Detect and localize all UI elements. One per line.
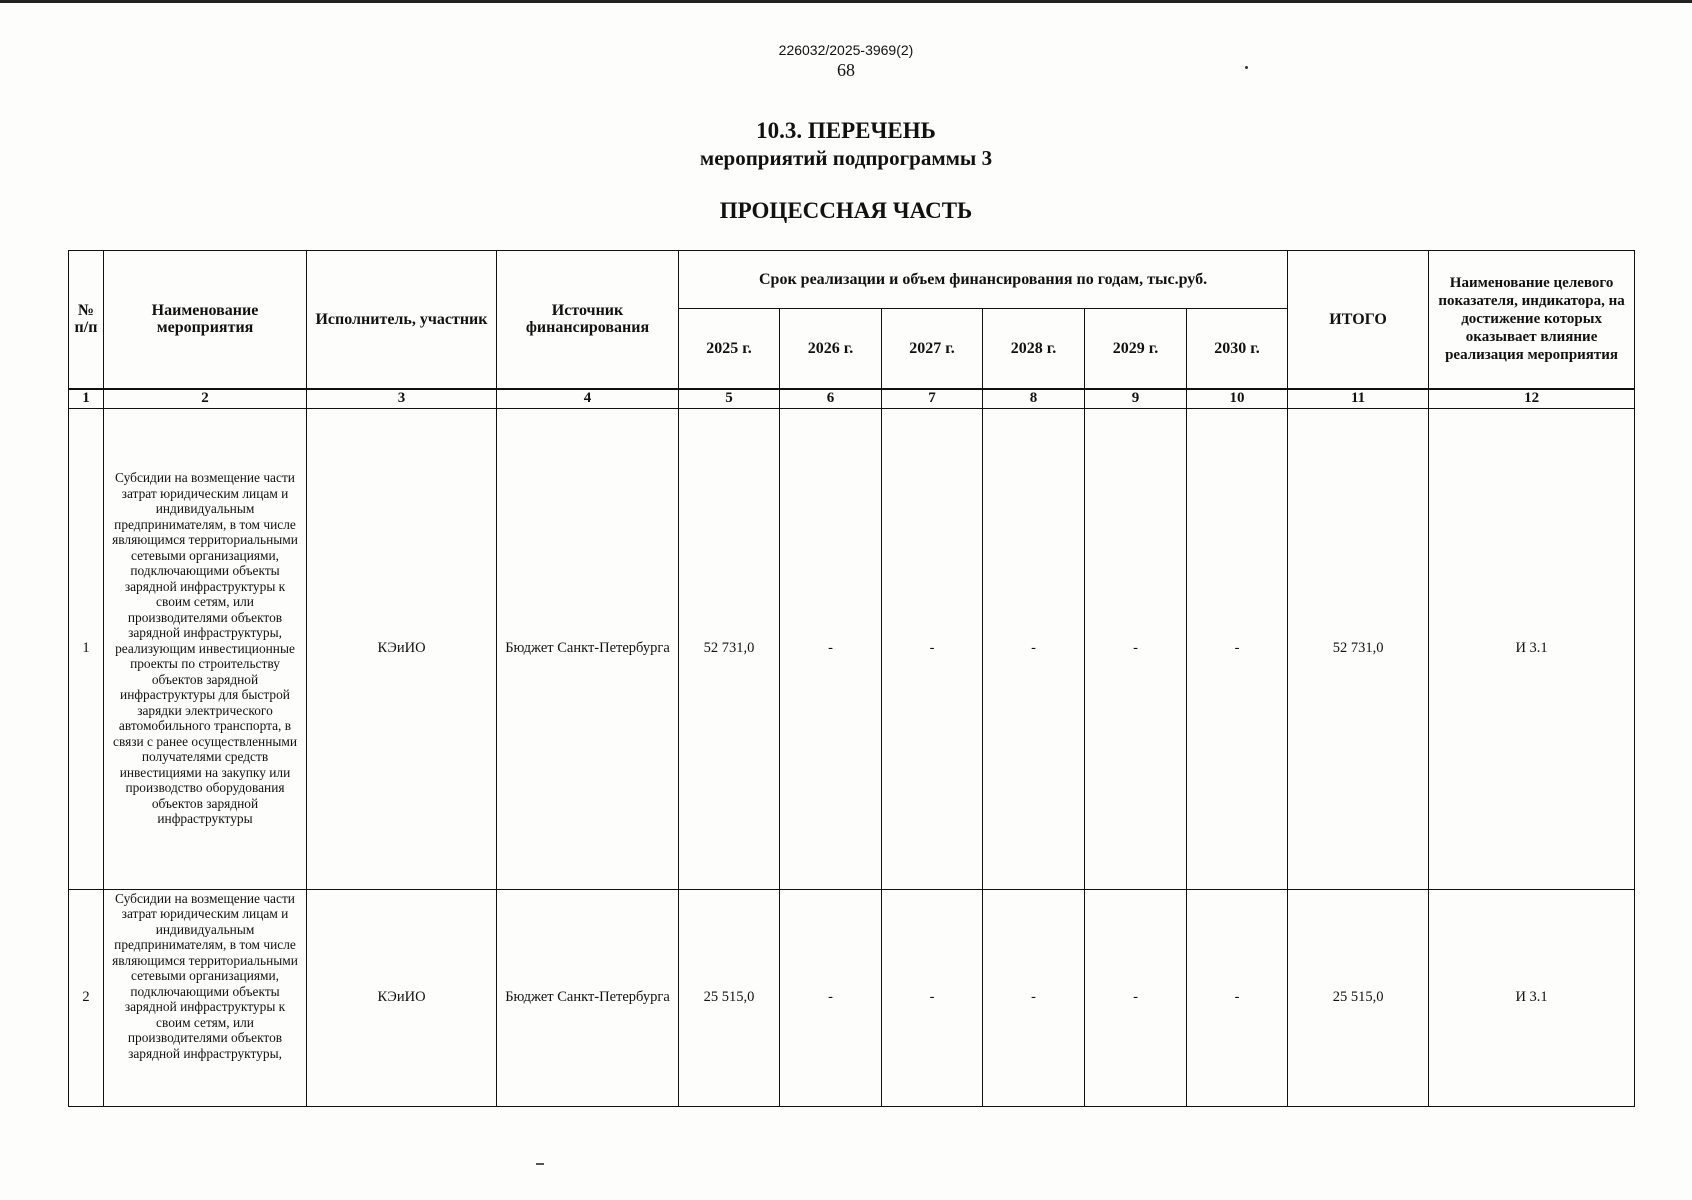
column-number: 9 — [1085, 389, 1187, 409]
section-title: 10.3. ПЕРЕЧЕНЬ — [756, 118, 936, 143]
header-year-2028: 2028 г. — [983, 309, 1085, 389]
top-border-line — [0, 0, 1692, 3]
table-row — [69, 889, 1635, 1106]
row-total: 52 731,0 — [1288, 408, 1429, 889]
row-year-2030: - — [1187, 408, 1288, 889]
column-number: 8 — [983, 389, 1085, 409]
column-number: 11 — [1288, 389, 1429, 409]
header-row-1 — [69, 251, 1635, 309]
column-number: 6 — [780, 389, 882, 409]
header-year-2030: 2030 г. — [1187, 309, 1288, 389]
scan-speck — [1245, 66, 1248, 69]
row-year-2027: - — [882, 408, 983, 889]
row-year-2026: - — [780, 408, 882, 889]
row-total: 25 515,0 — [1288, 889, 1429, 1106]
header-year-2025: 2025 г. — [679, 309, 780, 389]
column-number: 3 — [307, 389, 497, 409]
header-num: № п/п — [69, 251, 104, 389]
part-title: ПРОЦЕССНАЯ ЧАСТЬ — [719, 198, 973, 223]
column-number: 5 — [679, 389, 780, 409]
header-total: ИТОГО — [1288, 251, 1429, 389]
row-year-2025: 52 731,0 — [679, 408, 780, 889]
row-num: 1 — [69, 408, 104, 889]
header-year-2029: 2029 г. — [1085, 309, 1187, 389]
column-number: 1 — [69, 389, 104, 409]
header-year-2027: 2027 г. — [882, 309, 983, 389]
header-source: Источник финансирования — [497, 251, 679, 389]
row-year-2025: 25 515,0 — [679, 889, 780, 1106]
header-executor: Исполнитель, участник — [307, 251, 497, 389]
row-year-2029: - — [1085, 889, 1187, 1106]
row-measure-name: Субсидии на возмещение части затрат юридическим лицам и индивидуальным предпринимателям, в том числе являющимся территориальными сетевыми организациями, подключающими объекты зарядной инфраструктуры к своим сетям, или производителями объектов зарядной инфраструктуры, — [104, 889, 307, 1106]
row-source: Бюджет Санкт-Петербурга — [497, 408, 679, 889]
row-num: 2 — [69, 889, 104, 1106]
document-number: 226032/2025-3969(2) — [778, 42, 914, 58]
row-indicator: И 3.1 — [1429, 889, 1635, 1106]
column-number: 12 — [1429, 389, 1635, 409]
row-year-2027: - — [882, 889, 983, 1106]
row-indicator: И 3.1 — [1429, 408, 1635, 889]
header-year-2026: 2026 г. — [780, 309, 882, 389]
header-indicator: Наименование целевого показателя, индикатора, на достижение которых оказывает влияние реализация мероприятия — [1429, 251, 1635, 389]
row-year-2028: - — [983, 408, 1085, 889]
scan-mark — [536, 1163, 544, 1165]
column-number: 2 — [104, 389, 307, 409]
column-number: 7 — [882, 389, 983, 409]
header-name: Наименование мероприятия — [104, 251, 307, 389]
measures-table — [68, 250, 1635, 1107]
header-period: Срок реализации и объем финансирования по годам, тыс.руб. — [679, 251, 1288, 309]
page-number: 68 — [837, 60, 855, 80]
column-numbers-row — [69, 389, 1635, 409]
column-number: 10 — [1187, 389, 1288, 409]
row-year-2030: - — [1187, 889, 1288, 1106]
table-row — [69, 408, 1635, 889]
row-year-2028: - — [983, 889, 1085, 1106]
row-source: Бюджет Санкт-Петербурга — [497, 889, 679, 1106]
row-executor: КЭиИО — [307, 889, 497, 1106]
row-year-2026: - — [780, 889, 882, 1106]
section-subtitle: мероприятий подпрограммы 3 — [699, 146, 993, 170]
row-executor: КЭиИО — [307, 408, 497, 889]
row-measure-name: Субсидии на возмещение части затрат юридическим лицам и индивидуальным предпринимателям, в том числе являющимся территориальными сетевыми организациями, подключающими объекты зарядной инфраструктуры к своим сетям, или производителями объектов зарядной инфраструктуры, реализующим инвестиционные проекты по строительству объектов зарядной инфраструктуры для быстрой зарядки электрического автомобильного транспорта, в связи с ранее осуществленными получателями средств инвестициями на закупку или производство оборудования объектов зарядной инфраструктуры — [104, 408, 307, 889]
row-year-2029: - — [1085, 408, 1187, 889]
column-number: 4 — [497, 389, 679, 409]
